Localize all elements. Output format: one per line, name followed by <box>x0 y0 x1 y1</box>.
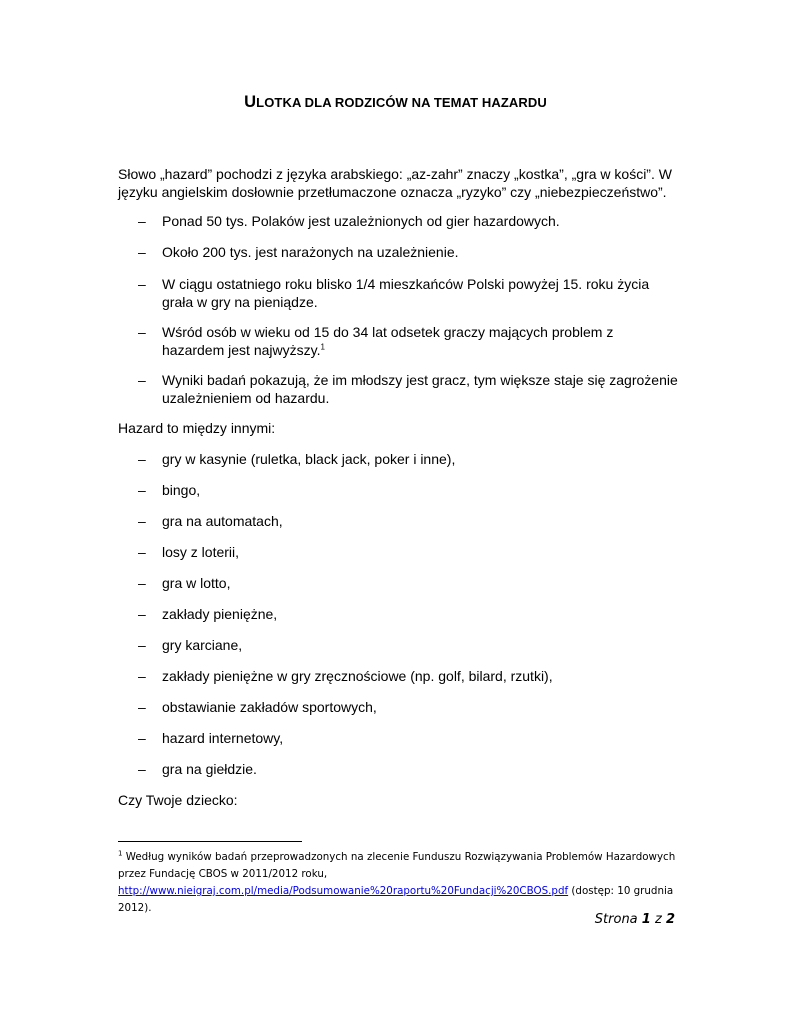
fact-text: Około 200 tys. jest narażonych na uzależnienie. <box>162 244 459 260</box>
fact-text: Wyniki badań pokazują, że im młodszy jest gracz, tym większe staje się zagrożenie uzależnieniem od hazardu. <box>162 372 678 406</box>
hazard-type: gry karciane, <box>162 637 243 653</box>
fact-text-body: Wśród osób w wieku od 15 do 34 lat odsetek graczy mających problem z hazardem jest najwyższy. <box>162 324 614 358</box>
list-item <box>118 323 678 359</box>
list-item <box>118 512 678 530</box>
hazard-type: gry w kasynie (ruletka, black jack, poker i inne), <box>162 451 456 467</box>
list-item <box>118 481 678 499</box>
list-item <box>118 698 678 716</box>
fact-text: W ciągu ostatniego roku blisko 1/4 mieszkańców Polski powyżej 15. roku życia grała w gry na pieniądze. <box>162 276 650 310</box>
list-item <box>118 636 678 654</box>
dash-bullet: – <box>138 637 146 653</box>
page-separator: z <box>654 912 662 927</box>
dash-bullet: – <box>138 213 146 229</box>
footnote <box>118 849 688 917</box>
dash-bullet: – <box>138 668 146 684</box>
hazard-type: bingo, <box>162 482 201 498</box>
list-item <box>118 212 678 230</box>
hazard-type: gra w lotto, <box>162 575 231 591</box>
dash-bullet: – <box>138 761 146 777</box>
hazard-type: hazard internetowy, <box>162 730 284 746</box>
dash-bullet: – <box>138 699 146 715</box>
hazard-type: losy z loterii, <box>162 544 240 560</box>
page-total: 2 <box>665 912 675 927</box>
dash-bullet: – <box>138 372 146 388</box>
list-item <box>118 243 678 261</box>
list-item <box>118 667 678 685</box>
document-title <box>0 93 791 112</box>
dash-bullet: – <box>138 451 146 467</box>
dash-bullet: – <box>138 244 146 260</box>
hazard-type: obstawianie zakładów sportowych, <box>162 699 377 715</box>
footnote-mark: 1 <box>118 849 123 858</box>
intro-paragraph: Słowo „hazard” pochodzi z języka arabskiego: „az-zahr” znaczy „kostka”, „gra w kości”. W języku angielskim dosłownie przetłumaczone oznacza „ryzyko” czy „niebezpieczeństwo”. <box>118 166 672 200</box>
footnote-separator <box>118 841 302 842</box>
dash-bullet: – <box>138 324 146 340</box>
hazard-type: gra na giełdzie. <box>162 761 257 777</box>
footnote-text: Według wyników badań przeprowadzonych na zlecenie Funduszu Rozwiązywania Problemów Hazardowych przez Fundację CBOS w 2011/2012 roku, <box>118 851 676 880</box>
hazard-type: zakłady pieniężne w gry zręcznościowe (np. golf, bilard, rzutki), <box>162 668 553 684</box>
list-item <box>118 729 678 747</box>
list-item <box>118 760 678 778</box>
list-item <box>118 371 678 407</box>
list-item <box>118 450 678 468</box>
footnote-suffix: (dostęp: 10 grudnia 2012). <box>118 885 674 914</box>
dash-bullet: – <box>138 730 146 746</box>
dash-bullet: – <box>138 276 146 292</box>
page-label: Strona <box>594 912 638 927</box>
hazard-type: zakłady pieniężne, <box>162 606 278 622</box>
list-item <box>118 543 678 561</box>
list-item <box>118 605 678 623</box>
fact-text <box>162 323 678 359</box>
dash-bullet: – <box>138 544 146 560</box>
list-item <box>118 275 678 311</box>
footnote-reference[interactable]: 1 <box>320 342 325 352</box>
dash-bullet: – <box>138 575 146 591</box>
dash-bullet: – <box>138 513 146 529</box>
fact-text: Ponad 50 tys. Polaków jest uzależnionych od gier hazardowych. <box>162 213 560 229</box>
title-rest: LOTKA DLA RODZICÓW NA TEMAT HAZARDU <box>256 95 547 110</box>
hazard-type: gra na automatach, <box>162 513 283 529</box>
question-line: Czy Twoje dziecko: <box>118 792 238 808</box>
dash-bullet: – <box>138 482 146 498</box>
page-current: 1 <box>641 912 651 927</box>
footnote-link[interactable]: http://www.nieigraj.com.pl/media/Podsumowanie%20raportu%20Fundacji%20CBOS.pdf <box>118 885 569 897</box>
hazard-intro: Hazard to między innymi: <box>118 420 276 436</box>
title-initial: U <box>244 93 257 111</box>
dash-bullet: – <box>138 606 146 622</box>
list-item <box>118 574 678 592</box>
page-number <box>595 912 675 927</box>
